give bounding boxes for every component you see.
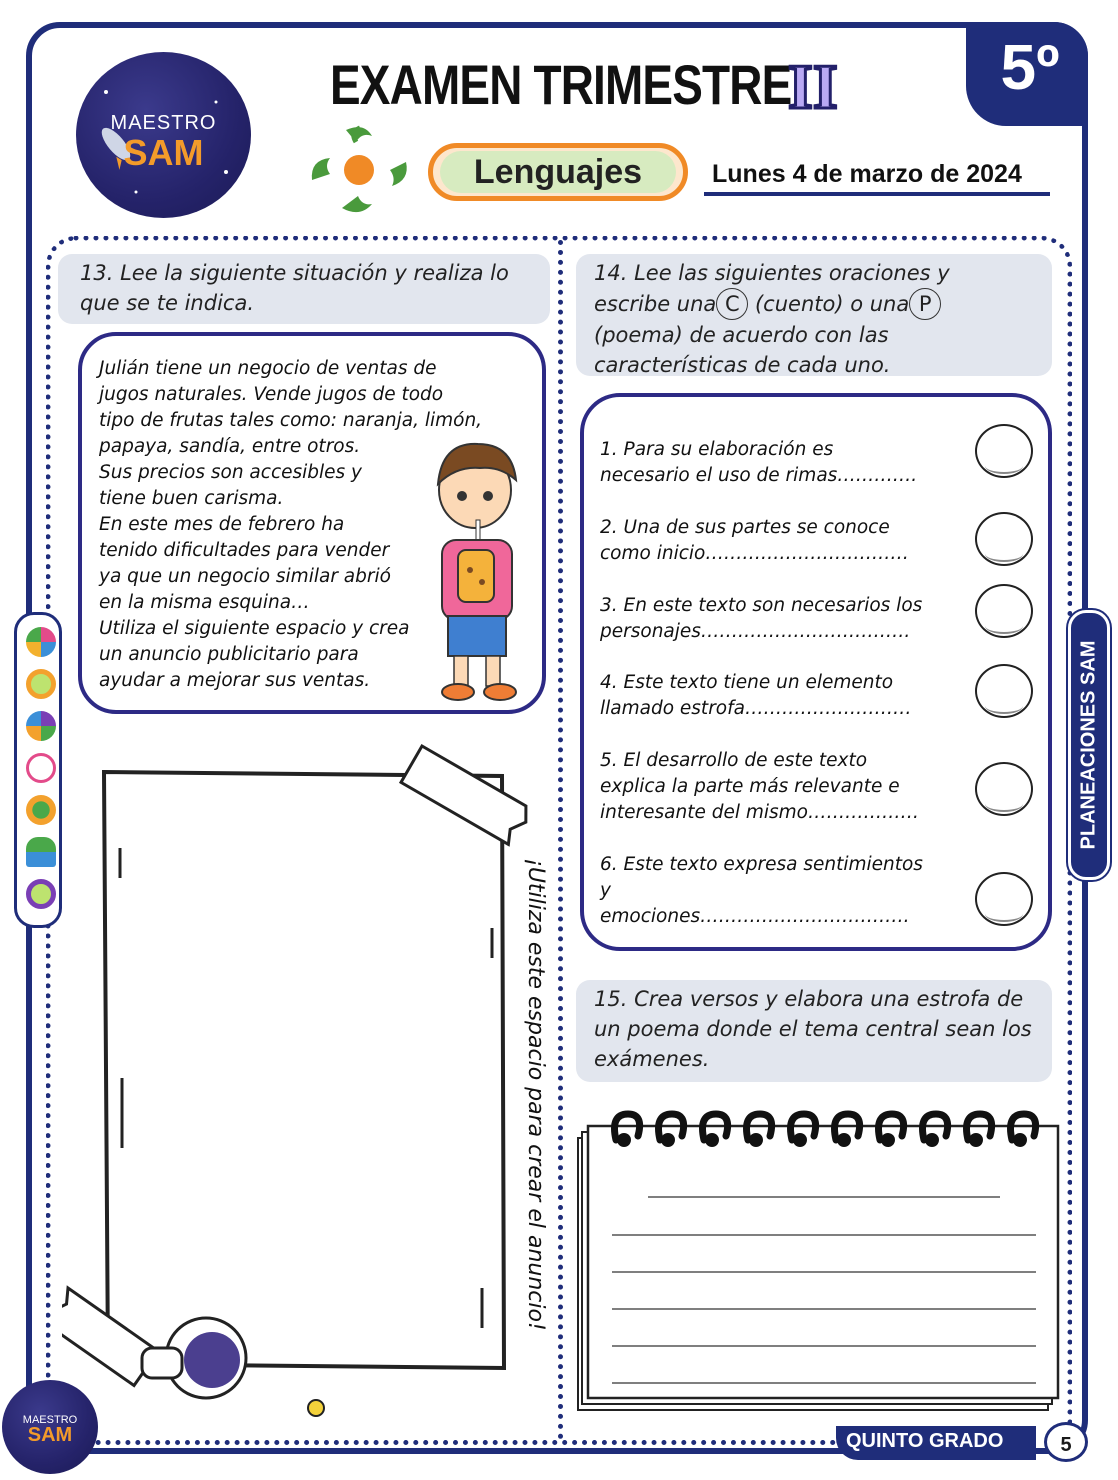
q14-prompt-line: 14. Lee las siguientes oraciones y: [594, 261, 950, 285]
story-line: papaya, sandía, entre otros.: [99, 436, 361, 457]
ad-drawing-frame[interactable]: [62, 728, 532, 1434]
story-line: Sus precios son accesibles y: [99, 462, 363, 483]
q14-item: [600, 515, 970, 567]
logo-text-bottom: SAM: [123, 132, 204, 173]
planeaciones-side-label: [1068, 610, 1110, 880]
field-icon-6: [26, 837, 56, 867]
field-icon-3: [26, 711, 56, 741]
q14-item-line: 5. El desarrollo de este texto: [600, 750, 868, 771]
q14-item: [600, 593, 970, 645]
story-line: Utiliza el siguiente espacio y crea: [99, 618, 410, 639]
page-number: 5: [1044, 1422, 1088, 1462]
q13-prompt: 13. Lee la siguiente situación y realiza lo que se te indica.: [58, 254, 550, 324]
q14-item-line: necesario el uso de rimas………….: [600, 465, 918, 486]
q14-item-line: interesante del mismo………………: [600, 802, 919, 823]
ad-space-hint: ¡Utiliza este espacio para crear el anuncio!: [523, 858, 548, 1331]
side-label-text: PLANEACIONES SAM: [1077, 640, 1100, 850]
q14-item-line: explica la parte más relevante e: [600, 776, 900, 797]
q14-item-line: 1. Para su elaboración es: [600, 439, 834, 460]
field-icon-4: [26, 753, 56, 783]
story-line: tipo de frutas tales como: naranja, limón,: [99, 410, 483, 431]
q15-prompt: 15. Crea versos y elabora una estrofa de un poema donde el tema central sean los exámenes.: [576, 980, 1052, 1082]
grade-footer-label: QUINTO GRADO: [846, 1430, 1004, 1452]
exam-title: EXAMEN TRIMESTRE: [330, 53, 792, 116]
q14-item-line: 2. Una de sus partes se conoce: [600, 517, 890, 538]
q14-item-line: 4. Este texto tiene un elemento: [600, 672, 894, 693]
c-circle-marker: C: [716, 288, 748, 320]
logo-small-top: MAESTRO: [22, 1414, 78, 1426]
q14-item-line: emociones…………………………….: [600, 906, 910, 927]
q14-item-line: 3. En este texto son necesarios los: [600, 595, 923, 616]
answer-circle-2[interactable]: [975, 512, 1033, 566]
answer-circle-1[interactable]: [975, 424, 1033, 478]
answer-circle-3[interactable]: [975, 584, 1033, 638]
answer-circle-4[interactable]: [975, 664, 1033, 718]
q14-item: [600, 748, 970, 826]
q14-prompt-text: (cuento) o una: [754, 292, 910, 316]
logo-text-top: MAESTRO: [110, 112, 217, 134]
field-icon-7: [26, 879, 56, 909]
q14-item-line: personajes…………………………….: [600, 621, 911, 642]
q14-item: [600, 437, 970, 489]
notebook-writing-area[interactable]: [576, 1106, 1060, 1414]
grade-text: 5º: [1000, 31, 1060, 103]
logo-small-bottom: SAM: [27, 1424, 73, 1446]
maestro-sam-logo: [76, 52, 251, 218]
story-line: tiene buen carisma.: [99, 488, 284, 509]
story-line: jugos naturales. Vende jugos de todo: [99, 384, 444, 405]
q14-item: [600, 670, 970, 722]
date-underline: [704, 192, 1050, 196]
footer-dotted-line: [46, 1440, 836, 1445]
q14-item-line: como inicio……………………………: [600, 543, 909, 564]
answer-circle-6[interactable]: [975, 872, 1033, 926]
recycle-swirl-icon: [306, 118, 412, 218]
q14-item-line: 6. Este texto expresa sentimientos: [600, 854, 923, 875]
story-line: en la misma esquina…: [99, 592, 310, 613]
story-line: ya que un negocio similar abrió: [99, 566, 391, 587]
field-icon-1: [26, 627, 56, 657]
field-icon-5: [26, 795, 56, 825]
subject-label: Lenguajes: [440, 151, 676, 193]
boy-drinking-juice-illustration: [420, 440, 540, 710]
maestro-sam-logo-small: [2, 1380, 98, 1474]
q14-prompt: [576, 254, 1052, 376]
q14-item-line: llamado estrofa………………………: [600, 698, 912, 719]
story-line: Julián tiene un negocio de ventas de: [99, 358, 437, 379]
q14-prompt-line: características de cada uno.: [594, 353, 891, 377]
field-icon-2: [26, 669, 56, 699]
answer-circle-5[interactable]: [975, 762, 1033, 816]
q14-prompt-line: [594, 288, 1052, 320]
story-line: En este mes de febrero ha: [99, 514, 345, 535]
q14-item-line: y: [600, 880, 611, 901]
story-line: un anuncio publicitario para: [99, 644, 359, 665]
story-line: ayudar a mejorar sus ventas.: [99, 670, 371, 691]
trimester-number: II: [788, 51, 838, 122]
q14-prompt-text: escribe una: [594, 292, 717, 316]
story-line: tenido dificultades para vender: [99, 540, 390, 561]
q14-prompt-line: (poema) de acuerdo con las: [594, 323, 889, 347]
p-circle-marker: P: [909, 288, 941, 320]
exam-date: Lunes 4 de marzo de 2024: [712, 160, 1022, 188]
column-divider: [558, 240, 563, 1440]
q14-item: [600, 852, 970, 930]
field-icons-strip: [14, 612, 62, 928]
